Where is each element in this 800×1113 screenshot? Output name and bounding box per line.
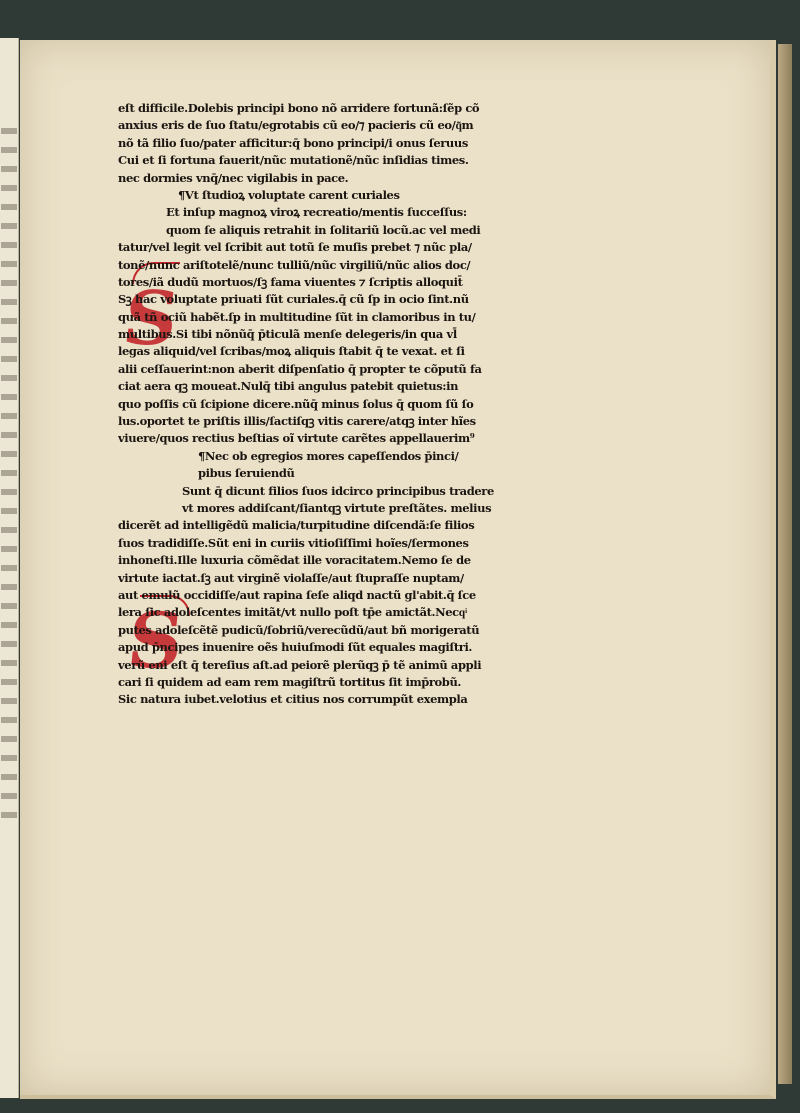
text-line: nec dormies vnq̄/nec vigilabis in pace. <box>118 170 349 185</box>
text-line: apud p̄ncipes inuenire oẽs huiuſmodi ſũt equales magiſtri. <box>118 640 473 655</box>
text-line: quom ſe aliquis retrahit in ſolitariũ locũ.ac vel medi <box>166 222 481 237</box>
text-line: virtute iactat.ſꝫ aut virginẽ violaſſe/aut ſtupraſſe nuptam/ <box>118 570 464 585</box>
text-line: tonẽ/nunc ariſtotelẽ/nunc tulliũ/nũc virgiliũ/nũc alios doc/ <box>118 257 471 272</box>
text-line: Sunt q̄ dicunt filios ſuos idcirco principibus tradere <box>182 483 494 498</box>
text-line: tatur/vel legit vel ſcribit aut totũ ſe muſis prebet ⁊ nũc pla/ <box>118 240 472 255</box>
manuscript-page <box>20 40 776 1099</box>
text-line: dicerẽt ad intelligẽdũ malicia/turpitudine diſcendã:ſe filios <box>118 518 475 533</box>
section-heading-continued: pibus ſeruiendũ <box>198 466 295 481</box>
section-heading: ¶Nec ob egregios mores capeſſendos p̄inci/ <box>198 448 459 463</box>
previous-leaf-text <box>1 128 17 828</box>
decorated-initial-s: S <box>117 276 184 362</box>
section-heading: ¶Vt ſtudioꝝ voluptate carent curiales <box>178 187 400 202</box>
text-line: quã tñ ociũ habẽt.ſp in multitudine ſũt in clamoribus in tu/ <box>118 309 476 324</box>
text-line: tores/iã dudũ mortuos/ſꝫ fama viuentes ⁊ ſcriptis alloquit̄ <box>118 274 463 289</box>
text-line: alii ceſſauerint:non aberit diſpenſatio q̄ propter te cõputũ fa <box>118 361 482 376</box>
text-line: inhoneſti.Ille luxuria cõmẽdat ille voracitatem.Nemo ſe de <box>118 553 471 568</box>
text-line: cari ſi quidem ad eam rem magiſtrũ tortitus ſit imp̄robũ. <box>118 674 462 689</box>
decorated-initial-s: S <box>123 596 188 685</box>
text-line: nõ tã filio ſuo/pater afficitur:q̄ bono principi/i onus ſeruus <box>118 135 468 150</box>
text-line: Et inſup magnoꝝ viroꝝ recreatio/mentis ſucceſſus: <box>166 205 467 220</box>
text-line: multibus.Si tibi nõnũq̄ p̄ticulã menſe delegeris/in qua vl̄ <box>118 327 457 342</box>
text-line: Cui et ſi fortuna fauerit/nũc mutationẽ/nũc inſidias times. <box>118 153 469 168</box>
text-line: Sic natura iubet.velotius et citius nos corrumpũt exempla <box>118 692 468 707</box>
text-line: Sꝫ hac voluptate priuati ſũt curiales.q̄ cũ ſp in ocio ſint.nũ <box>118 292 469 307</box>
text-line: quo poſſis cũ ſcipione dicere.nũq̄ minus ſolus q̄ quom ſũ ſo <box>118 396 474 411</box>
book-edge <box>778 44 792 1084</box>
previous-leaf-edge <box>0 38 19 1098</box>
text-line: anxius eris de ſuo ſtatu/egrotabis cũ eo/⁊ pacieris cũ eo/q͂m <box>118 118 474 133</box>
text-line: ciat aera qꝫ moueat.Nulq̄ tibi angulus patebit quietus:in <box>118 379 459 394</box>
text-line: lus.oportet te priſtis illis/ſactiſqꝫ vitis carere/atqꝫ inter hĩes <box>118 414 476 429</box>
text-line: eſt difficile.Dolebis principi bono nõ arridere fortunã:ſẽp cõ <box>118 101 480 115</box>
text-line: lera ſic adoleſcentes imitãt/vt nullo poſt tp̄e amictãt.Necqͥ <box>118 605 467 620</box>
text-line: verũ eni eſt q̄ tereſius aſt.ad peiorẽ plerũqꝫ p̄ tẽ animũ appli <box>118 657 482 672</box>
text-line: viuere/quos rectius beſtias oĩ virtute carẽtes appellauerim⁹ <box>118 431 475 446</box>
text-line: vt mores addiſcant/ſiantqꝫ virtute preſtãtes. melius <box>182 500 492 515</box>
text-line: legas aliquid/vel ſcribas/moꝝ aliquis ſtabit q̄ te vexat. et ſi <box>118 344 465 359</box>
text-line: putes adoleſcẽtẽ pudicũ/ſobriũ/verecũdũ/aut bñ morigeratũ <box>118 622 480 637</box>
text-line: ſuos tradidiſſe.Sũt eni in curiis vitioſiſſimi hoĩes/ſermones <box>118 535 469 550</box>
text-block <box>118 100 663 709</box>
text-line: aut emulũ occidiſſe/aut rapina ſeſe aliqd nactũ gl'abit.q̄ ſce <box>118 587 476 602</box>
